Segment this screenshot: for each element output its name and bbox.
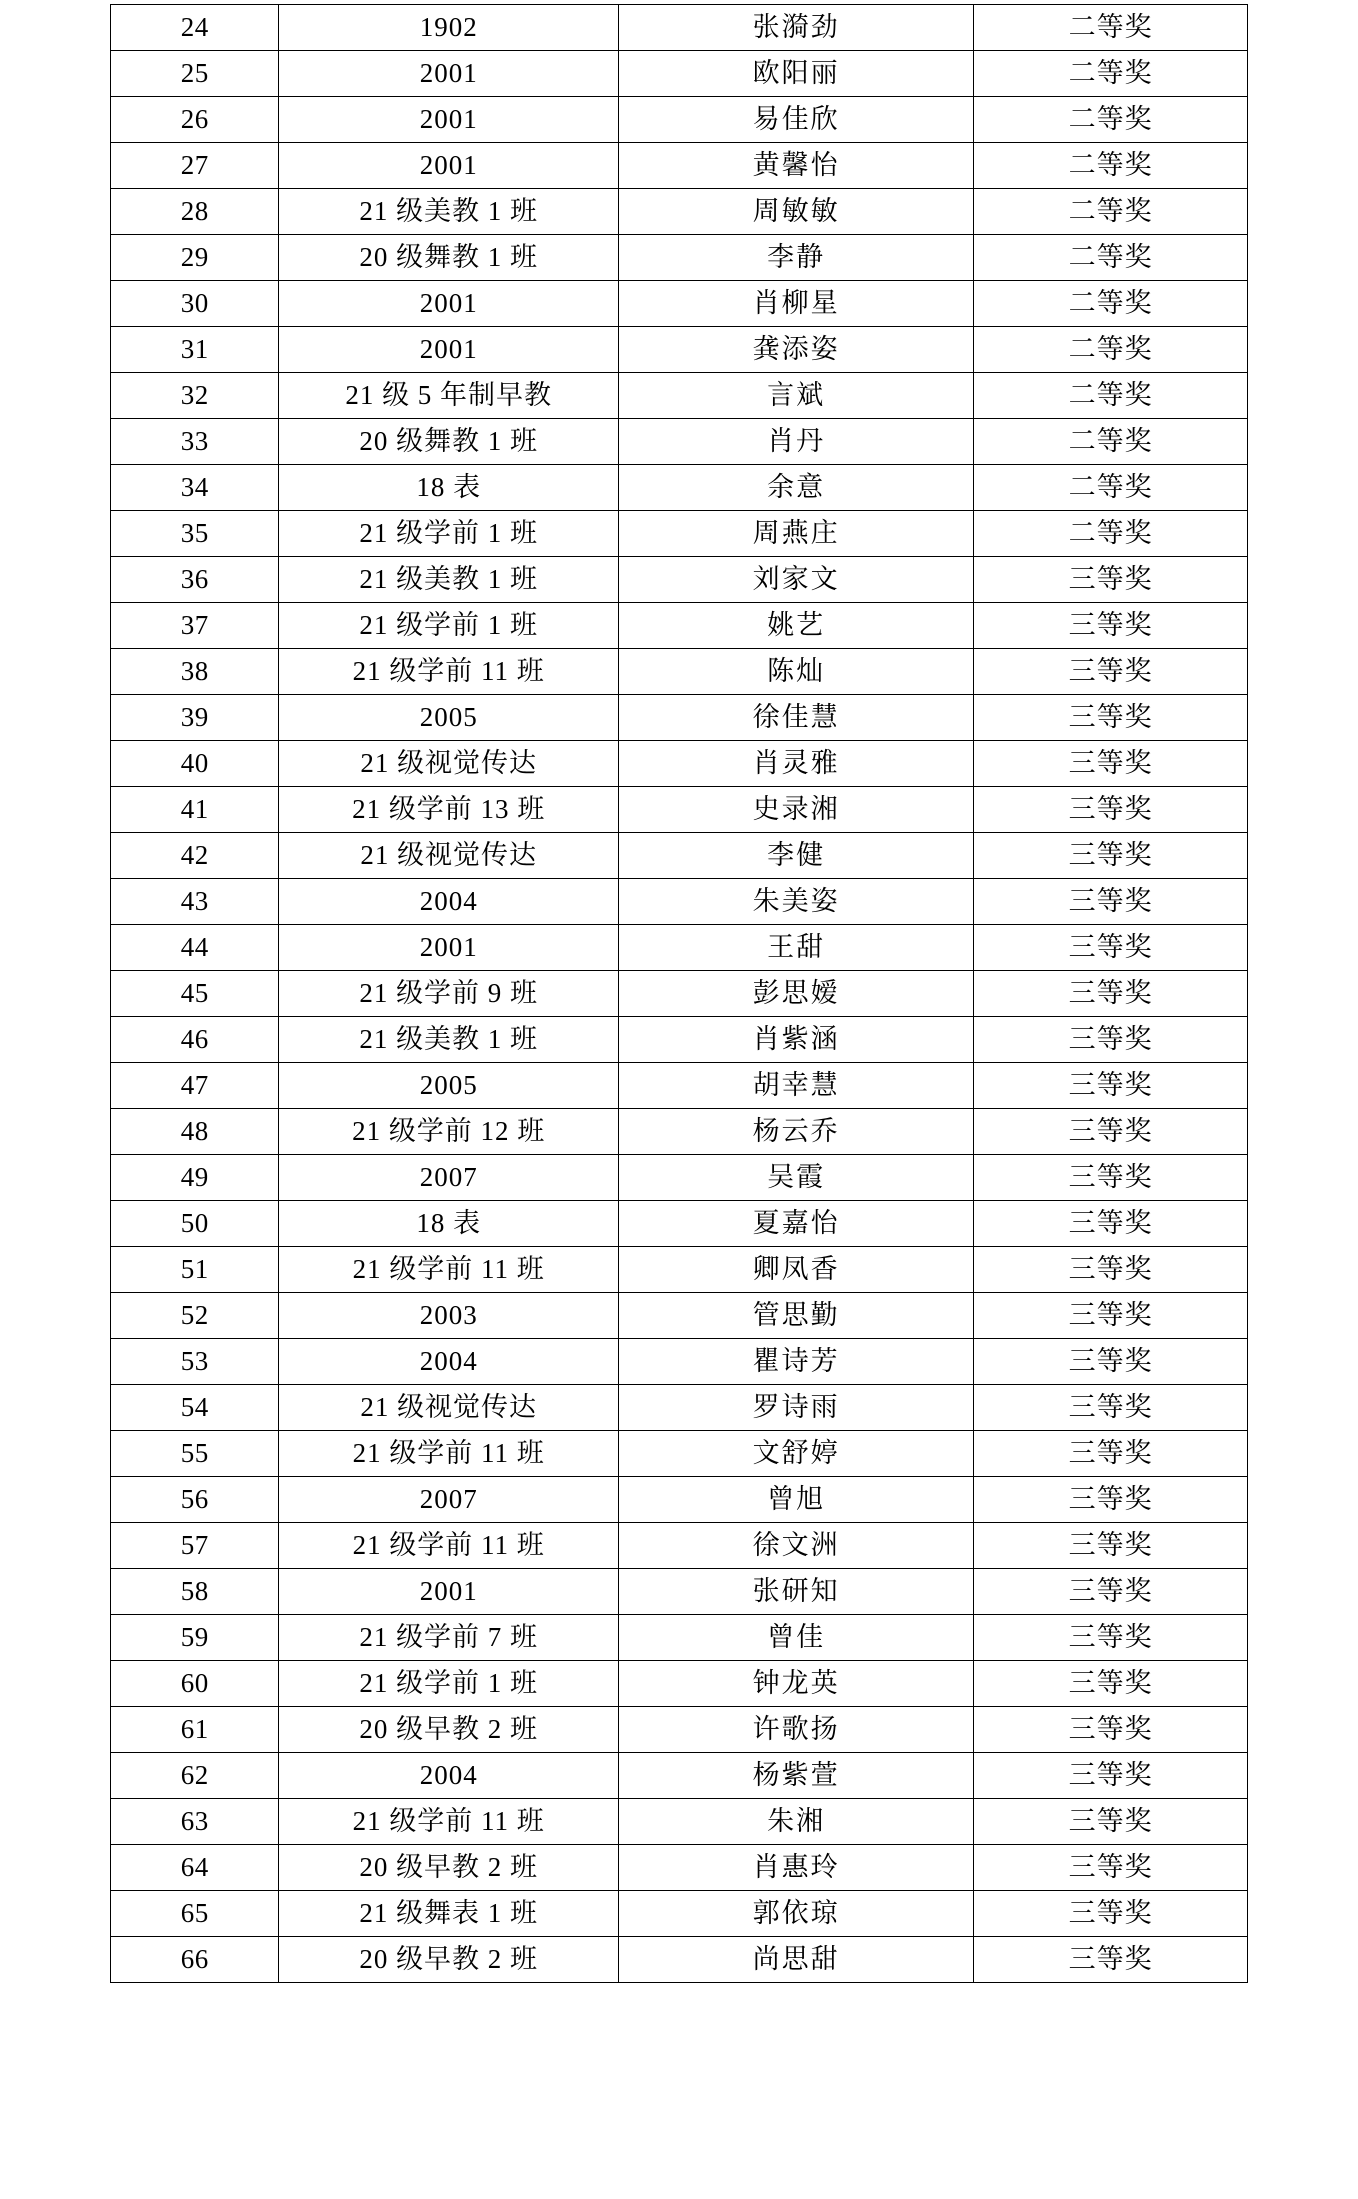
cell-student-name: 易佳欣 [618, 97, 973, 143]
cell-award-level: 三等奖 [974, 1937, 1248, 1983]
cell-sequence-number: 32 [111, 373, 279, 419]
cell-student-name: 夏嘉怡 [618, 1201, 973, 1247]
cell-student-name: 肖紫涵 [618, 1017, 973, 1063]
cell-award-level: 三等奖 [974, 1615, 1248, 1661]
cell-student-name: 郭依琼 [618, 1891, 973, 1937]
cell-class: 21 级学前 1 班 [279, 1661, 619, 1707]
cell-award-level: 三等奖 [974, 1707, 1248, 1753]
cell-student-name: 肖柳星 [618, 281, 973, 327]
cell-class: 21 级学前 11 班 [279, 1247, 619, 1293]
cell-award-level: 三等奖 [974, 1753, 1248, 1799]
cell-sequence-number: 66 [111, 1937, 279, 1983]
table-row [111, 281, 1248, 327]
table-row [111, 1063, 1248, 1109]
table-row [111, 1155, 1248, 1201]
table-row [111, 511, 1248, 557]
cell-student-name: 许歌扬 [618, 1707, 973, 1753]
cell-student-name: 卿凤香 [618, 1247, 973, 1293]
cell-class: 21 级学前 1 班 [279, 603, 619, 649]
cell-class: 2001 [279, 925, 619, 971]
cell-class: 21 级学前 11 班 [279, 1523, 619, 1569]
cell-class: 2004 [279, 1339, 619, 1385]
cell-sequence-number: 56 [111, 1477, 279, 1523]
cell-sequence-number: 49 [111, 1155, 279, 1201]
cell-student-name: 欧阳丽 [618, 51, 973, 97]
cell-student-name: 李健 [618, 833, 973, 879]
cell-student-name: 徐佳慧 [618, 695, 973, 741]
cell-award-level: 三等奖 [974, 695, 1248, 741]
table-row [111, 1707, 1248, 1753]
cell-sequence-number: 43 [111, 879, 279, 925]
cell-student-name: 周敏敏 [618, 189, 973, 235]
cell-student-name: 朱湘 [618, 1799, 973, 1845]
cell-class: 2005 [279, 1063, 619, 1109]
cell-student-name: 肖灵雅 [618, 741, 973, 787]
cell-class: 20 级早教 2 班 [279, 1937, 619, 1983]
cell-student-name: 黄馨怡 [618, 143, 973, 189]
cell-student-name: 龚添姿 [618, 327, 973, 373]
cell-student-name: 钟龙英 [618, 1661, 973, 1707]
table-row [111, 465, 1248, 511]
cell-award-level: 三等奖 [974, 1293, 1248, 1339]
cell-award-level: 三等奖 [974, 1477, 1248, 1523]
cell-award-level: 三等奖 [974, 1569, 1248, 1615]
table-row [111, 1385, 1248, 1431]
cell-student-name: 胡幸慧 [618, 1063, 973, 1109]
cell-sequence-number: 40 [111, 741, 279, 787]
cell-class: 21 级学前 13 班 [279, 787, 619, 833]
cell-class: 21 级学前 1 班 [279, 511, 619, 557]
table-row [111, 1937, 1248, 1983]
cell-sequence-number: 47 [111, 1063, 279, 1109]
cell-sequence-number: 62 [111, 1753, 279, 1799]
cell-sequence-number: 25 [111, 51, 279, 97]
cell-student-name: 陈灿 [618, 649, 973, 695]
cell-class: 21 级学前 9 班 [279, 971, 619, 1017]
cell-sequence-number: 60 [111, 1661, 279, 1707]
table-row [111, 971, 1248, 1017]
cell-student-name: 肖惠玲 [618, 1845, 973, 1891]
cell-award-level: 二等奖 [974, 235, 1248, 281]
cell-class: 21 级学前 11 班 [279, 1431, 619, 1477]
cell-class: 2001 [279, 97, 619, 143]
table-row [111, 1523, 1248, 1569]
cell-sequence-number: 35 [111, 511, 279, 557]
cell-class: 20 级早教 2 班 [279, 1845, 619, 1891]
cell-award-level: 三等奖 [974, 1063, 1248, 1109]
cell-award-level: 二等奖 [974, 97, 1248, 143]
table-row [111, 327, 1248, 373]
cell-student-name: 文舒婷 [618, 1431, 973, 1477]
cell-award-level: 三等奖 [974, 557, 1248, 603]
cell-class: 21 级学前 12 班 [279, 1109, 619, 1155]
cell-award-level: 三等奖 [974, 1385, 1248, 1431]
cell-student-name: 张漪劲 [618, 5, 973, 51]
cell-sequence-number: 52 [111, 1293, 279, 1339]
table-row [111, 1339, 1248, 1385]
cell-sequence-number: 54 [111, 1385, 279, 1431]
cell-student-name: 吴霞 [618, 1155, 973, 1201]
table-row [111, 879, 1248, 925]
table-row [111, 787, 1248, 833]
cell-award-level: 三等奖 [974, 1891, 1248, 1937]
cell-award-level: 三等奖 [974, 1661, 1248, 1707]
cell-award-level: 三等奖 [974, 971, 1248, 1017]
table-row [111, 1845, 1248, 1891]
cell-award-level: 三等奖 [974, 1523, 1248, 1569]
cell-sequence-number: 36 [111, 557, 279, 603]
cell-student-name: 言斌 [618, 373, 973, 419]
cell-student-name: 罗诗雨 [618, 1385, 973, 1431]
cell-sequence-number: 27 [111, 143, 279, 189]
table-row [111, 1661, 1248, 1707]
cell-award-level: 三等奖 [974, 1017, 1248, 1063]
cell-sequence-number: 46 [111, 1017, 279, 1063]
cell-award-level: 二等奖 [974, 419, 1248, 465]
cell-sequence-number: 24 [111, 5, 279, 51]
cell-award-level: 三等奖 [974, 1799, 1248, 1845]
cell-student-name: 彭思嫒 [618, 971, 973, 1017]
cell-sequence-number: 48 [111, 1109, 279, 1155]
cell-award-level: 三等奖 [974, 1247, 1248, 1293]
cell-award-level: 二等奖 [974, 5, 1248, 51]
table-row [111, 1201, 1248, 1247]
table-row [111, 649, 1248, 695]
cell-student-name: 尚思甜 [618, 1937, 973, 1983]
cell-sequence-number: 26 [111, 97, 279, 143]
cell-sequence-number: 53 [111, 1339, 279, 1385]
cell-sequence-number: 28 [111, 189, 279, 235]
table-row [111, 235, 1248, 281]
cell-class: 2001 [279, 1569, 619, 1615]
cell-student-name: 余意 [618, 465, 973, 511]
award-list-table [110, 4, 1248, 1983]
cell-award-level: 二等奖 [974, 281, 1248, 327]
cell-class: 21 级学前 7 班 [279, 1615, 619, 1661]
cell-class: 21 级学前 11 班 [279, 649, 619, 695]
cell-sequence-number: 42 [111, 833, 279, 879]
cell-award-level: 二等奖 [974, 143, 1248, 189]
award-table-body [111, 5, 1248, 1983]
table-row [111, 419, 1248, 465]
cell-student-name: 张研知 [618, 1569, 973, 1615]
cell-sequence-number: 55 [111, 1431, 279, 1477]
table-row [111, 833, 1248, 879]
table-row [111, 1615, 1248, 1661]
cell-sequence-number: 61 [111, 1707, 279, 1753]
cell-student-name: 肖丹 [618, 419, 973, 465]
cell-student-name: 杨紫萱 [618, 1753, 973, 1799]
cell-class: 2001 [279, 143, 619, 189]
cell-award-level: 二等奖 [974, 327, 1248, 373]
table-row [111, 51, 1248, 97]
cell-class: 21 级美教 1 班 [279, 1017, 619, 1063]
cell-class: 2001 [279, 281, 619, 327]
cell-class: 2007 [279, 1155, 619, 1201]
cell-award-level: 三等奖 [974, 925, 1248, 971]
cell-award-level: 三等奖 [974, 1201, 1248, 1247]
table-row [111, 143, 1248, 189]
cell-award-level: 三等奖 [974, 1109, 1248, 1155]
cell-sequence-number: 38 [111, 649, 279, 695]
cell-sequence-number: 59 [111, 1615, 279, 1661]
table-row [111, 97, 1248, 143]
cell-student-name: 王甜 [618, 925, 973, 971]
cell-student-name: 徐文洲 [618, 1523, 973, 1569]
cell-sequence-number: 29 [111, 235, 279, 281]
cell-award-level: 三等奖 [974, 833, 1248, 879]
cell-sequence-number: 33 [111, 419, 279, 465]
cell-class: 21 级学前 11 班 [279, 1799, 619, 1845]
table-row [111, 1569, 1248, 1615]
cell-award-level: 三等奖 [974, 787, 1248, 833]
cell-class: 21 级视觉传达 [279, 1385, 619, 1431]
cell-award-level: 二等奖 [974, 51, 1248, 97]
table-row [111, 189, 1248, 235]
cell-sequence-number: 50 [111, 1201, 279, 1247]
cell-student-name: 周燕庄 [618, 511, 973, 557]
cell-student-name: 史录湘 [618, 787, 973, 833]
cell-class: 18 表 [279, 1201, 619, 1247]
table-row [111, 1017, 1248, 1063]
cell-student-name: 刘家文 [618, 557, 973, 603]
cell-award-level: 三等奖 [974, 741, 1248, 787]
table-row [111, 5, 1248, 51]
cell-class: 2004 [279, 1753, 619, 1799]
cell-class: 21 级视觉传达 [279, 833, 619, 879]
cell-sequence-number: 34 [111, 465, 279, 511]
cell-sequence-number: 64 [111, 1845, 279, 1891]
table-row [111, 1891, 1248, 1937]
cell-sequence-number: 57 [111, 1523, 279, 1569]
cell-sequence-number: 63 [111, 1799, 279, 1845]
cell-class: 21 级视觉传达 [279, 741, 619, 787]
table-row [111, 1753, 1248, 1799]
cell-award-level: 三等奖 [974, 1339, 1248, 1385]
table-row [111, 695, 1248, 741]
cell-award-level: 三等奖 [974, 1155, 1248, 1201]
table-row [111, 373, 1248, 419]
table-row [111, 925, 1248, 971]
table-row [111, 1477, 1248, 1523]
cell-sequence-number: 39 [111, 695, 279, 741]
cell-student-name: 瞿诗芳 [618, 1339, 973, 1385]
cell-sequence-number: 58 [111, 1569, 279, 1615]
cell-award-level: 三等奖 [974, 649, 1248, 695]
table-row [111, 1799, 1248, 1845]
cell-award-level: 二等奖 [974, 189, 1248, 235]
cell-sequence-number: 65 [111, 1891, 279, 1937]
cell-award-level: 二等奖 [974, 511, 1248, 557]
cell-sequence-number: 41 [111, 787, 279, 833]
table-row [111, 741, 1248, 787]
cell-class: 21 级美教 1 班 [279, 189, 619, 235]
cell-award-level: 三等奖 [974, 879, 1248, 925]
cell-class: 2001 [279, 327, 619, 373]
cell-student-name: 管思勤 [618, 1293, 973, 1339]
cell-class: 2001 [279, 51, 619, 97]
cell-class: 2007 [279, 1477, 619, 1523]
cell-class: 21 级 5 年制早教 [279, 373, 619, 419]
cell-award-level: 二等奖 [974, 465, 1248, 511]
cell-sequence-number: 37 [111, 603, 279, 649]
cell-award-level: 三等奖 [974, 1845, 1248, 1891]
cell-student-name: 李静 [618, 235, 973, 281]
cell-award-level: 三等奖 [974, 603, 1248, 649]
cell-student-name: 曾佳 [618, 1615, 973, 1661]
table-row [111, 1431, 1248, 1477]
cell-sequence-number: 45 [111, 971, 279, 1017]
cell-sequence-number: 31 [111, 327, 279, 373]
cell-student-name: 杨云乔 [618, 1109, 973, 1155]
cell-sequence-number: 44 [111, 925, 279, 971]
cell-sequence-number: 30 [111, 281, 279, 327]
cell-sequence-number: 51 [111, 1247, 279, 1293]
cell-student-name: 曾旭 [618, 1477, 973, 1523]
cell-class: 20 级早教 2 班 [279, 1707, 619, 1753]
cell-class: 21 级舞表 1 班 [279, 1891, 619, 1937]
table-row [111, 1109, 1248, 1155]
cell-class: 1902 [279, 5, 619, 51]
table-row [111, 603, 1248, 649]
cell-class: 2004 [279, 879, 619, 925]
cell-student-name: 姚艺 [618, 603, 973, 649]
cell-class: 20 级舞教 1 班 [279, 235, 619, 281]
cell-award-level: 二等奖 [974, 373, 1248, 419]
table-row [111, 557, 1248, 603]
cell-class: 21 级美教 1 班 [279, 557, 619, 603]
cell-award-level: 三等奖 [974, 1431, 1248, 1477]
cell-student-name: 朱美姿 [618, 879, 973, 925]
table-row [111, 1293, 1248, 1339]
cell-class: 20 级舞教 1 班 [279, 419, 619, 465]
table-row [111, 1247, 1248, 1293]
cell-class: 2005 [279, 695, 619, 741]
cell-class: 2003 [279, 1293, 619, 1339]
cell-class: 18 表 [279, 465, 619, 511]
